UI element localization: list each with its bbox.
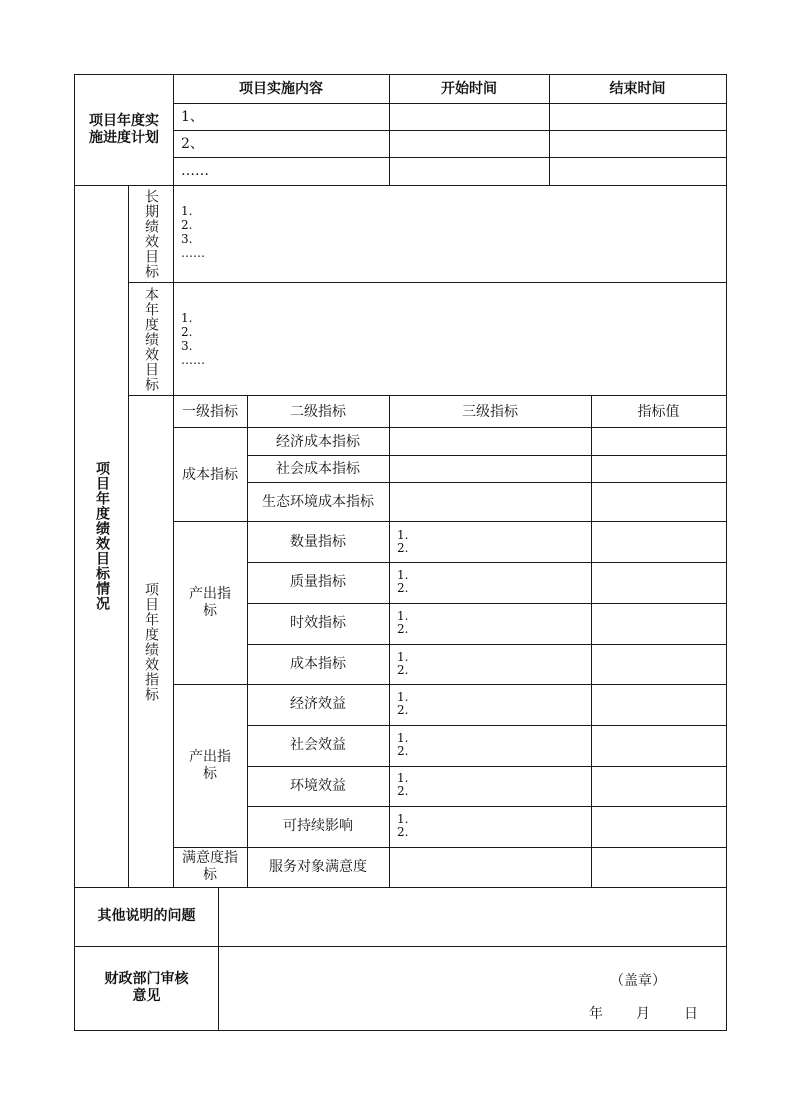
list-item: 2. xyxy=(397,581,409,595)
date-month: 月 xyxy=(636,1005,650,1022)
list-item: 1. xyxy=(181,204,193,218)
border-bottom xyxy=(74,1030,727,1031)
list-item: 2. xyxy=(181,325,193,339)
annual-label: 本年度绩效目标 xyxy=(143,286,159,392)
list-item: 2. xyxy=(397,703,409,717)
level1-cost: 成本指标 xyxy=(182,466,238,483)
level1-output: 产出指标 xyxy=(189,586,231,619)
level2-eco-cost: 生态环境成本指标 xyxy=(262,494,374,510)
list-item: 2. xyxy=(397,622,409,636)
long-term-list xyxy=(181,204,205,260)
rule xyxy=(247,725,726,726)
header-level2: 二级指标 xyxy=(290,403,346,420)
rule xyxy=(247,644,726,645)
rule xyxy=(247,455,726,456)
level2-economic-cost: 经济成本指标 xyxy=(276,433,360,450)
plan-row-3: …… xyxy=(181,163,209,179)
header-value: 指标值 xyxy=(637,403,680,420)
rule xyxy=(173,157,726,158)
list-item: 2. xyxy=(181,218,193,232)
list-item: 3. xyxy=(181,339,193,353)
level2-timeliness: 时效指标 xyxy=(290,615,346,631)
plan-label: 项目年度实施进度计划 xyxy=(89,113,159,146)
level2-social-benefit: 社会效益 xyxy=(290,737,346,753)
review-label: 财政部门审核意见 xyxy=(104,971,189,1004)
rule xyxy=(74,946,727,947)
list-item: 1. xyxy=(397,771,409,785)
values-environmental-benefit xyxy=(397,772,408,798)
rule xyxy=(389,395,390,887)
rule xyxy=(247,482,726,483)
list-item: …… xyxy=(181,246,205,260)
list-item: 3. xyxy=(181,232,193,246)
level2-quality: 质量指标 xyxy=(290,574,346,590)
border-top xyxy=(74,74,727,75)
rule xyxy=(247,766,726,767)
plan-header-end: 结束时间 xyxy=(609,81,666,97)
rule xyxy=(173,521,726,522)
rule xyxy=(173,847,726,848)
long-term-label: 长期绩效目标 xyxy=(143,188,159,279)
list-item: …… xyxy=(181,353,205,367)
rule xyxy=(128,282,726,283)
header-level3: 三级指标 xyxy=(462,403,518,420)
list-item: 1. xyxy=(397,731,409,745)
rule xyxy=(128,185,129,887)
rule xyxy=(247,395,248,887)
indicators-label: 项目年度绩效指标 xyxy=(143,581,159,702)
rule xyxy=(74,887,727,888)
plan-header-content: 项目实施内容 xyxy=(239,81,323,97)
rule xyxy=(173,684,726,685)
level2-social-cost: 社会成本指标 xyxy=(276,461,360,477)
level2-quantity: 数量指标 xyxy=(290,533,346,550)
rule xyxy=(173,103,726,104)
rule xyxy=(247,562,726,563)
plan-row-1: 1、 xyxy=(181,109,204,125)
list-item: 1. xyxy=(181,311,193,325)
header-level1: 一级指标 xyxy=(182,403,238,420)
values-social-benefit xyxy=(397,732,408,758)
stamp-text: （盖章） xyxy=(610,972,666,989)
values-timeliness xyxy=(397,610,408,636)
list-item: 1. xyxy=(397,528,409,542)
rule xyxy=(173,185,174,887)
level2-cost: 成本指标 xyxy=(290,655,346,672)
level2-satisfaction: 服务对象满意度 xyxy=(269,858,367,875)
annual-list xyxy=(181,311,205,367)
level2-sustainable-impact: 可持续影响 xyxy=(283,818,353,834)
plan-row-2: 2、 xyxy=(181,136,204,152)
date-year: 年 xyxy=(589,1005,603,1022)
rule xyxy=(247,806,726,807)
level2-environmental-benefit: 环境效益 xyxy=(290,777,346,794)
level2-economic-benefit: 经济效益 xyxy=(290,696,346,712)
rule xyxy=(173,130,726,131)
level1-satisfaction: 满意度指标 xyxy=(182,850,238,883)
rule xyxy=(247,603,726,604)
list-item: 1. xyxy=(397,568,409,582)
rule xyxy=(218,887,219,1031)
list-item: 1. xyxy=(397,690,409,704)
list-item: 2. xyxy=(397,541,409,555)
list-item: 1. xyxy=(397,650,409,664)
list-item: 2. xyxy=(397,784,409,798)
rule xyxy=(591,395,592,887)
list-item: 2. xyxy=(397,744,409,758)
level1-output-benefit: 产出指标 xyxy=(189,748,231,782)
values-quantity xyxy=(397,529,408,555)
rule xyxy=(128,395,726,396)
rule xyxy=(173,427,726,428)
list-item: 2. xyxy=(397,663,409,677)
other-label: 其他说明的问题 xyxy=(97,908,196,924)
date-day: 日 xyxy=(684,1005,698,1022)
plan-header-start: 开始时间 xyxy=(441,81,497,97)
rule xyxy=(74,185,727,186)
list-item: 1. xyxy=(397,609,409,623)
performance-label: 项目年度绩效目标情况 xyxy=(94,461,110,611)
values-sustainable-impact xyxy=(397,813,408,839)
list-item: 2. xyxy=(397,825,409,839)
values-quality xyxy=(397,569,408,595)
values-economic-benefit xyxy=(397,691,408,717)
list-item: 1. xyxy=(397,812,409,826)
values-cost xyxy=(397,651,408,677)
